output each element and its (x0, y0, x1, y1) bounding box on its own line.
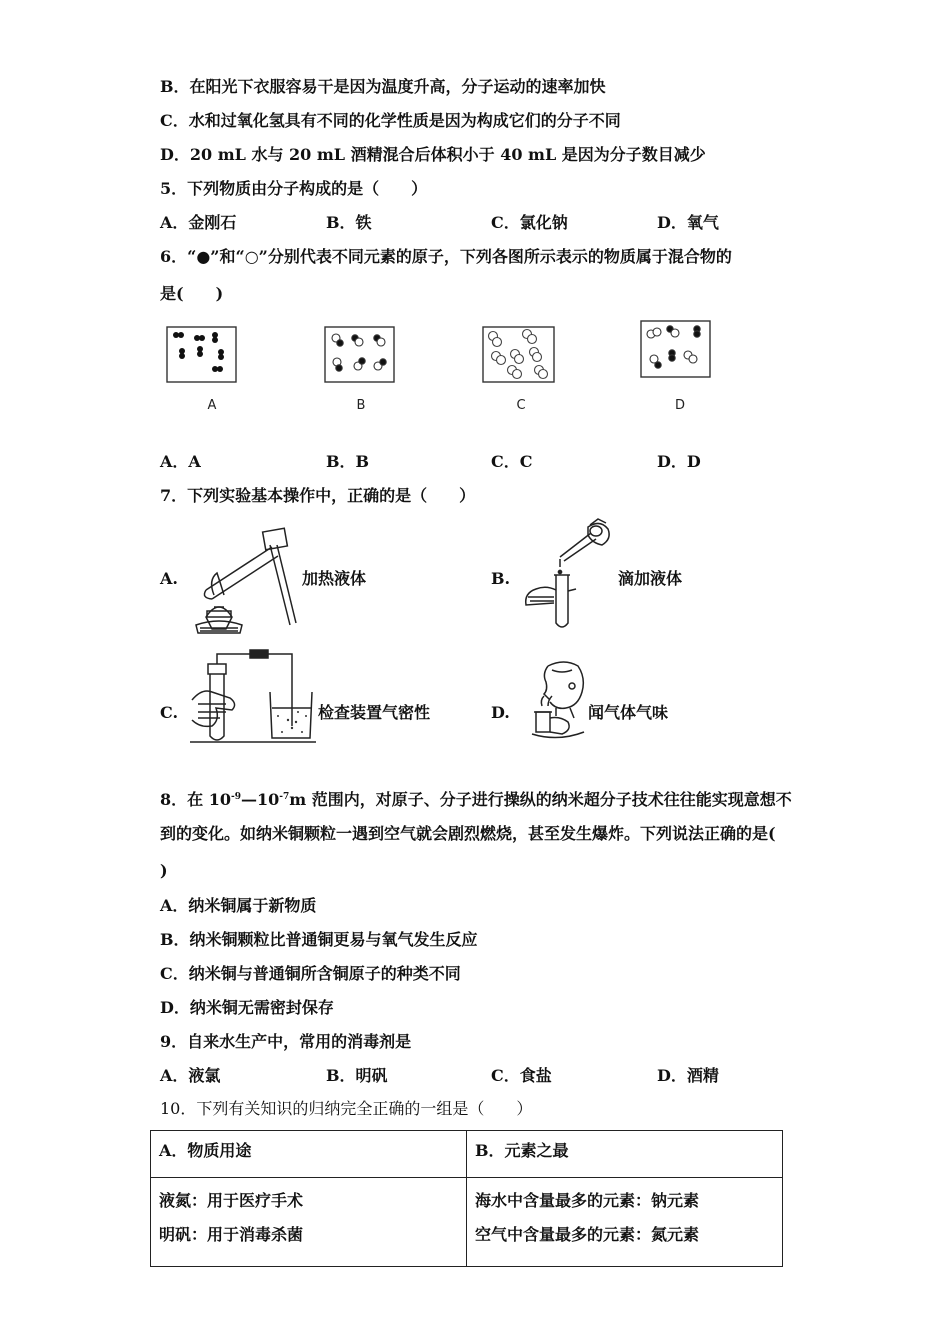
q7-label-a: 加热液体 (302, 569, 367, 588)
q5-option-d: D．氧气 (657, 213, 719, 232)
q5-option-c: C．氯化钠 (491, 213, 568, 232)
q8-text-pre: 8．在 10 (160, 790, 231, 809)
smelling-gas-illustration (526, 660, 590, 744)
q8-text-mid: —10 (240, 790, 280, 809)
q10-cell-b (467, 1178, 783, 1267)
q7-label-c: 检查装置气密性 (318, 703, 431, 722)
q6-diagram-a (166, 326, 238, 384)
dropping-liquid-illustration (516, 515, 616, 633)
airtightness-check-illustration (186, 648, 318, 746)
q10-header-a: A．物质用途 (151, 1131, 467, 1178)
q9-option-b: B．明矾 (326, 1066, 388, 1085)
q9-stem: 9．自来水生产中，常用的消毒剂是 (160, 1032, 412, 1051)
q5-option-a: A．金刚石 (160, 213, 237, 232)
q6-diagram-b (324, 326, 396, 384)
q10-a-line1: 液氮：用于医疗手术 (159, 1191, 304, 1210)
q10-table (150, 1130, 783, 1267)
q6-stem-line1: 6．“●”和“○”分别代表不同元素的原子，下列各图所示表示的物质属于混合物的 (160, 247, 732, 266)
q9-option-c: C．食盐 (491, 1066, 552, 1085)
q7-letter-d: D. (491, 703, 510, 722)
q10-b-line2: 空气中含量最多的元素：氮元素 (475, 1225, 700, 1244)
q10-header-b: B．元素之最 (467, 1131, 783, 1178)
q8-exponent-1: -9 (230, 792, 241, 802)
q8-option-c: C．纳米铜与普通铜所含铜原子的种类不同 (160, 964, 461, 983)
q10-b-line1: 海水中含量最多的元素：钠元素 (475, 1191, 700, 1210)
q8-option-d: D．纳米铜无需密封保存 (160, 998, 334, 1017)
q6-caption-b: B (356, 398, 366, 413)
q5-option-b: B．铁 (326, 213, 372, 232)
q9-option-a: A．液氯 (160, 1066, 221, 1085)
q8-option-b: B．纳米铜颗粒比普通铜更易与氧气发生反应 (160, 930, 478, 949)
q7-letter-a: A. (160, 569, 178, 588)
q4-option-d: D．20 mL 水与 20 mL 酒精混合后体积小于 40 mL 是因为分子数目减少 (160, 145, 706, 164)
q7-letter-c: C. (160, 703, 179, 722)
q8-text-post: m 范围内，对原子、分子进行操纵的纳米超分子技术往往能实现意想不 (289, 790, 792, 809)
q8-exponent-2: -7 (279, 792, 290, 802)
q7-label-d: 闻气体气味 (588, 703, 669, 722)
q4-option-c: C．水和过氧化氢具有不同的化学性质是因为构成它们的分子不同 (160, 111, 621, 130)
q5-stem: 5．下列物质由分子构成的是（ ） (160, 179, 428, 198)
q4-option-b: B．在阳光下衣服容易干是因为温度升高，分子运动的速率加快 (160, 77, 606, 96)
q10-stem: 10．下列有关知识的归纳完全正确的一组是（ ） (160, 1099, 533, 1118)
q6-option-b: B．B (326, 452, 370, 471)
q10-cell-a (151, 1178, 467, 1267)
q6-diagram-c (482, 326, 556, 384)
q6-caption-a: A (207, 398, 217, 413)
q6-option-d: D．D (657, 452, 701, 471)
heating-liquid-illustration (186, 525, 298, 637)
q8-stem-line2: 到的变化。如纳米铜颗粒一遇到空气就会剧烈燃烧，甚至发生爆炸。下列说法正确的是( (160, 824, 776, 843)
q6-option-c: C．C (491, 452, 533, 471)
q6-diagram-d (640, 320, 712, 380)
q10-a-line2: 明矾：用于消毒杀菌 (159, 1225, 304, 1244)
q7-label-b: 滴加液体 (618, 569, 683, 588)
q6-stem-line2: 是( ) (160, 284, 224, 303)
q9-option-d: D．酒精 (657, 1066, 719, 1085)
q8-stem-line1 (160, 786, 792, 811)
q6-caption-d: D (674, 398, 685, 413)
q8-option-a: A．纳米铜属于新物质 (160, 896, 317, 915)
q6-option-a: A．A (160, 452, 201, 471)
q7-letter-b: B. (491, 569, 511, 588)
q6-caption-c: C (516, 398, 526, 413)
q8-stem-line3: ) (160, 861, 168, 880)
q7-stem: 7．下列实验基本操作中，正确的是（ ） (160, 486, 476, 505)
